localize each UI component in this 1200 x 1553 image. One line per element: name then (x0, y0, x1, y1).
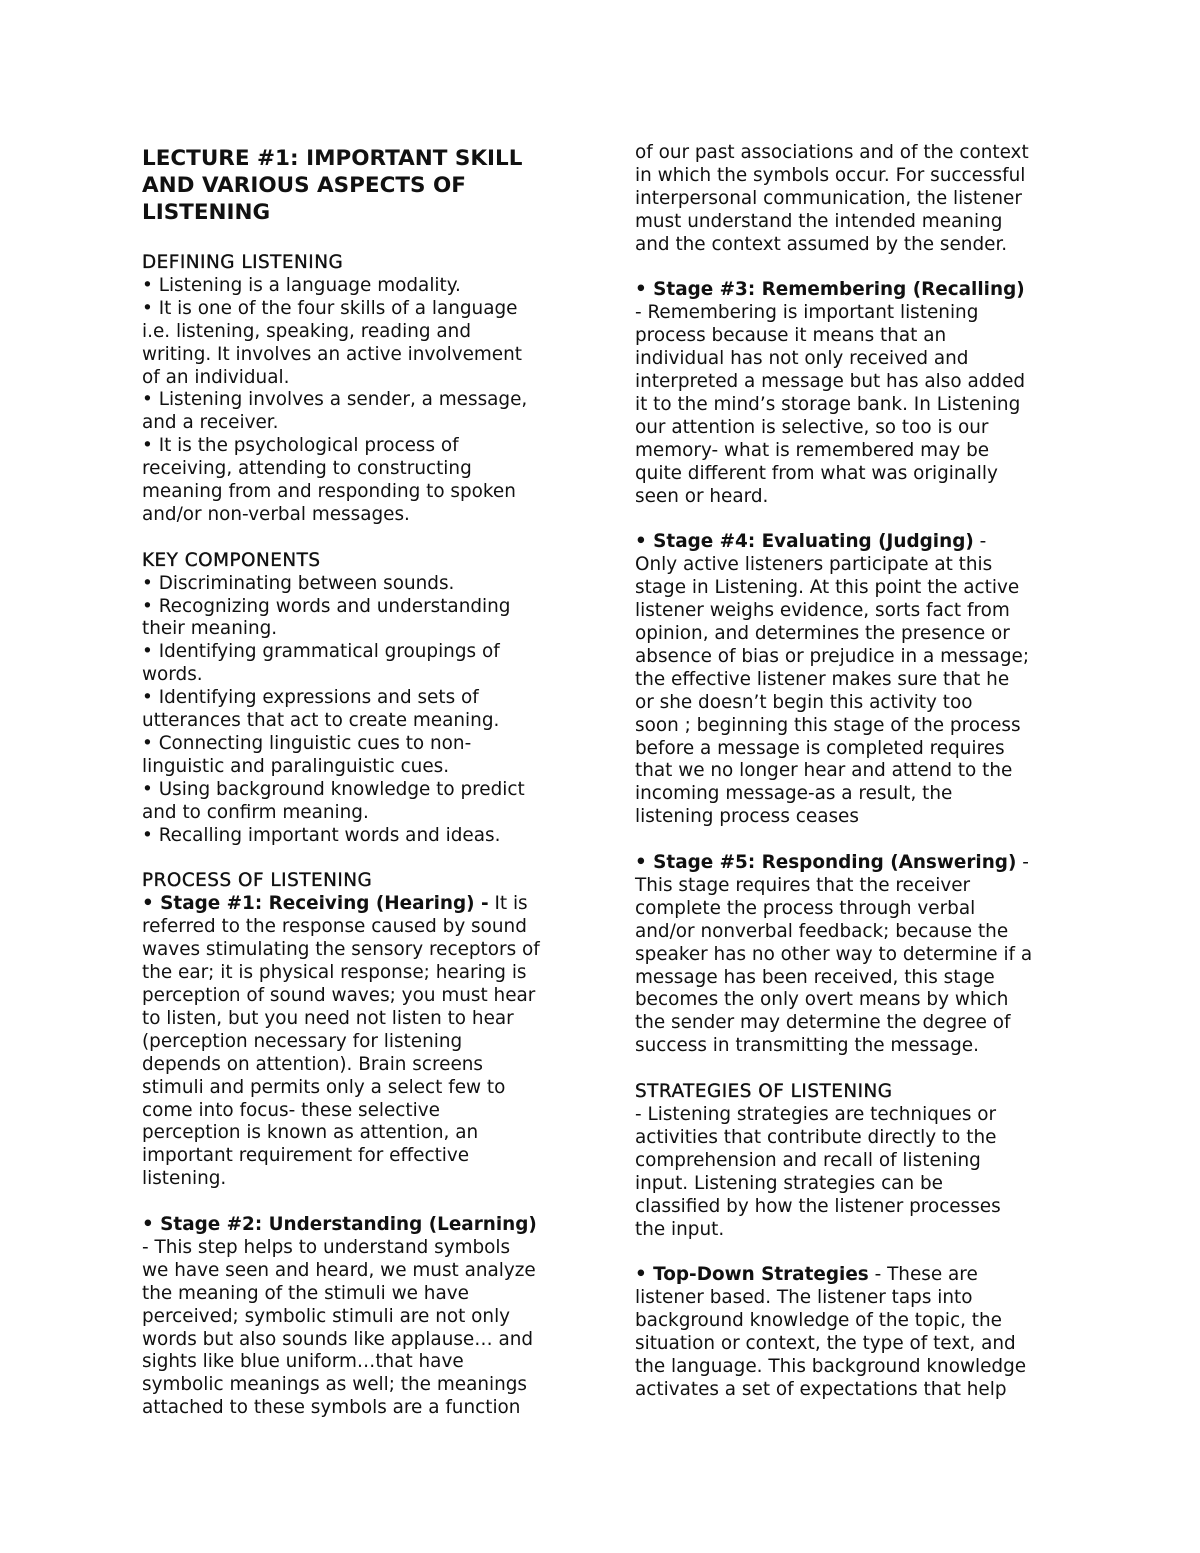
text-line: background knowledge of the topic, the (635, 1310, 1002, 1332)
text-line: situation or context, the type of text, and (635, 1333, 1016, 1355)
text-line: before a message is completed requires (635, 737, 1005, 759)
text-line: the ear; it is physical response; hearing is (142, 962, 527, 984)
text-line: classified by how the listener processes (635, 1195, 1001, 1217)
left-column-body (142, 252, 582, 1420)
paragraph-gap (635, 508, 1075, 531)
text-line: linguistic and paralinguistic cues. (142, 755, 450, 777)
paragraph-gap (142, 1191, 582, 1214)
text-line: becomes the only overt means by which (635, 989, 1009, 1011)
text-line: must understand the intended meaning (635, 210, 1003, 232)
text-line: success in transmitting the message. (635, 1035, 979, 1057)
text-line: • Identifying expressions and sets of (142, 687, 479, 709)
stage-text: - (973, 531, 987, 553)
text-line: or she doesn’t begin this activity too (635, 691, 973, 713)
text-line: - Listening strategies are techniques or (635, 1104, 997, 1125)
text-line: and/or non-verbal messages. (142, 503, 410, 525)
text-line: the meaning of the stimuli we have (142, 1282, 469, 1304)
text-line: stage in Listening. At this point the active (635, 577, 1020, 599)
text-line: perceived; symbolic stimuli are not only (142, 1305, 511, 1327)
text-line: waves stimulating the sensory receptors of (142, 939, 540, 961)
stage-text: - (1016, 852, 1029, 874)
stage-text: - These are (868, 1264, 978, 1286)
section-heading: STRATEGIES OF LISTENING (635, 1081, 893, 1103)
paragraph-gap (635, 1241, 1075, 1264)
text-line: the input. (635, 1218, 725, 1240)
text-line: come into focus- these selective (142, 1099, 440, 1121)
stage-text: It is (488, 893, 528, 915)
paragraph-gap (635, 257, 1075, 280)
right-column (635, 142, 1075, 1402)
text-line: listening. (142, 1168, 227, 1190)
text-line: the sender may determine the degree of (635, 1012, 1011, 1034)
text-line: • Discriminating between sounds. (142, 572, 455, 594)
section-heading: PROCESS OF LISTENING (142, 870, 373, 892)
text-line: stimuli and permits only a select few to (142, 1076, 506, 1098)
text-line: complete the process through verbal (635, 897, 976, 919)
text-line: • It is the psychological process of (142, 435, 459, 457)
paragraph-gap (635, 829, 1075, 852)
right-column-body (635, 142, 1075, 1402)
stage-label: • Stage #2: Understanding (Learning) (142, 1214, 537, 1236)
text-line: we have seen and heard, we must analyze (142, 1259, 536, 1281)
text-line: and to confirm meaning. (142, 801, 369, 823)
text-line (635, 1264, 1075, 1287)
text-line: writing. It involves an active involvement (142, 343, 522, 365)
text-line: soon ; beginning this stage of the process (635, 714, 1021, 736)
title-line: LISTENING (142, 200, 271, 225)
left-column (142, 145, 582, 1420)
stage-label: • Stage #1: Receiving (Hearing) - (142, 893, 489, 915)
text-line: perception of sound waves; you must hear (142, 984, 536, 1006)
text-line: listener weighs evidence, sorts fact from (635, 600, 1010, 622)
text-line: • Identifying grammatical groupings of (142, 641, 500, 663)
text-line: sights like blue uniform…that have (142, 1351, 464, 1373)
text-line: words but also sounds like applause… and (142, 1328, 534, 1350)
text-line: - This step helps to understand symbols (142, 1236, 511, 1258)
text-line: incoming message-as a result, the (635, 783, 953, 805)
text-line: individual has not only received and (635, 348, 969, 370)
title-line: LECTURE #1: IMPORTANT SKILL (142, 146, 523, 171)
text-line: This stage requires that the receiver (635, 874, 971, 896)
text-line: - Remembering is important listening (635, 302, 979, 324)
text-line: their meaning. (142, 618, 278, 640)
title-line: AND VARIOUS ASPECTS OF (142, 173, 466, 198)
text-line: • Listening is a language modality. (142, 274, 461, 296)
text-line: i.e. listening, speaking, reading and (142, 320, 471, 342)
text-line: interpreted a message but has also added (635, 371, 1026, 393)
text-line: (perception necessary for listening (142, 1030, 463, 1052)
text-line: important requirement for effective (142, 1145, 470, 1167)
text-line: input. Listening strategies can be (635, 1172, 943, 1194)
text-line: activities that contribute directly to the (635, 1126, 997, 1148)
text-line: it to the mind’s storage bank. In Listening (635, 393, 1021, 415)
text-line (142, 893, 582, 916)
text-line: comprehension and recall of listening (635, 1149, 981, 1171)
stage-label: • Stage #4: Evaluating (Judging) (635, 531, 974, 553)
text-line: listening process ceases (635, 806, 859, 828)
paragraph-gap (142, 848, 582, 871)
text-line: symbolic meanings as well; the meanings (142, 1374, 528, 1396)
text-line: receiving, attending to constructing (142, 458, 472, 480)
stage-label: • Stage #5: Responding (Answering) (635, 852, 1017, 874)
text-line: absence of bias or prejudice in a message; (635, 645, 1030, 667)
section-heading: KEY COMPONENTS (142, 549, 321, 571)
text-line (142, 1214, 582, 1237)
paragraph-gap (142, 527, 582, 550)
text-line: to listen, but you need not listen to hear (142, 1007, 514, 1029)
text-line: words. (142, 664, 203, 686)
text-line: activates a set of expectations that help (635, 1378, 1007, 1400)
text-line: seen or heard. (635, 485, 769, 507)
text-line (635, 279, 1075, 302)
text-line: that we no longer hear and attend to the (635, 760, 1013, 782)
text-line (635, 852, 1075, 875)
document-title (142, 145, 582, 226)
text-line: quite different from what was originally (635, 462, 998, 484)
text-line: • Using background knowledge to predict (142, 778, 525, 800)
text-line: and a receiver. (142, 412, 279, 434)
text-line: perception is known as attention, an (142, 1122, 479, 1144)
text-line: our attention is selective, so too is our (635, 416, 989, 438)
text-line: the effective listener makes sure that he (635, 668, 1010, 690)
text-line: message has been received, this stage (635, 966, 995, 988)
text-line: • Listening involves a sender, a message, (142, 389, 528, 411)
stage-label: • Stage #3: Remembering (Recalling) (635, 279, 1025, 301)
text-line: referred to the response caused by sound (142, 916, 527, 938)
text-line: the language. This background knowledge (635, 1355, 1027, 1377)
text-line: • Recognizing words and understanding (142, 595, 511, 617)
text-line: memory- what is remembered may be (635, 439, 990, 461)
text-line: interpersonal communication, the listener (635, 187, 1022, 209)
text-line: • Recalling important words and ideas. (142, 824, 501, 846)
text-line: opinion, and determines the presence or (635, 623, 1010, 644)
text-line: Only active listeners participate at this (635, 554, 993, 576)
text-line: in which the symbols occur. For successful (635, 164, 1026, 186)
stage-label: • Top-Down Strategies (635, 1264, 869, 1286)
text-line: speaker has no other way to determine if a (635, 943, 1033, 965)
text-line: process because it means that an (635, 325, 947, 347)
text-line: attached to these symbols are a function (142, 1397, 521, 1419)
text-line: and/or nonverbal feedback; because the (635, 920, 1009, 942)
text-line (635, 531, 1075, 554)
paragraph-gap (635, 1058, 1075, 1081)
text-line: of our past associations and of the context (635, 142, 1029, 163)
text-line: of an individual. (142, 366, 290, 388)
text-line: listener based. The listener taps into (635, 1287, 973, 1309)
text-line: and the context assumed by the sender. (635, 233, 1008, 255)
text-line: • Connecting linguistic cues to non- (142, 733, 472, 755)
text-line: • It is one of the four skills of a language (142, 297, 518, 319)
text-line: meaning from and responding to spoken (142, 481, 516, 503)
text-line: depends on attention). Brain screens (142, 1053, 484, 1075)
text-line: utterances that act to create meaning. (142, 710, 500, 732)
section-heading: DEFINING LISTENING (142, 252, 344, 273)
